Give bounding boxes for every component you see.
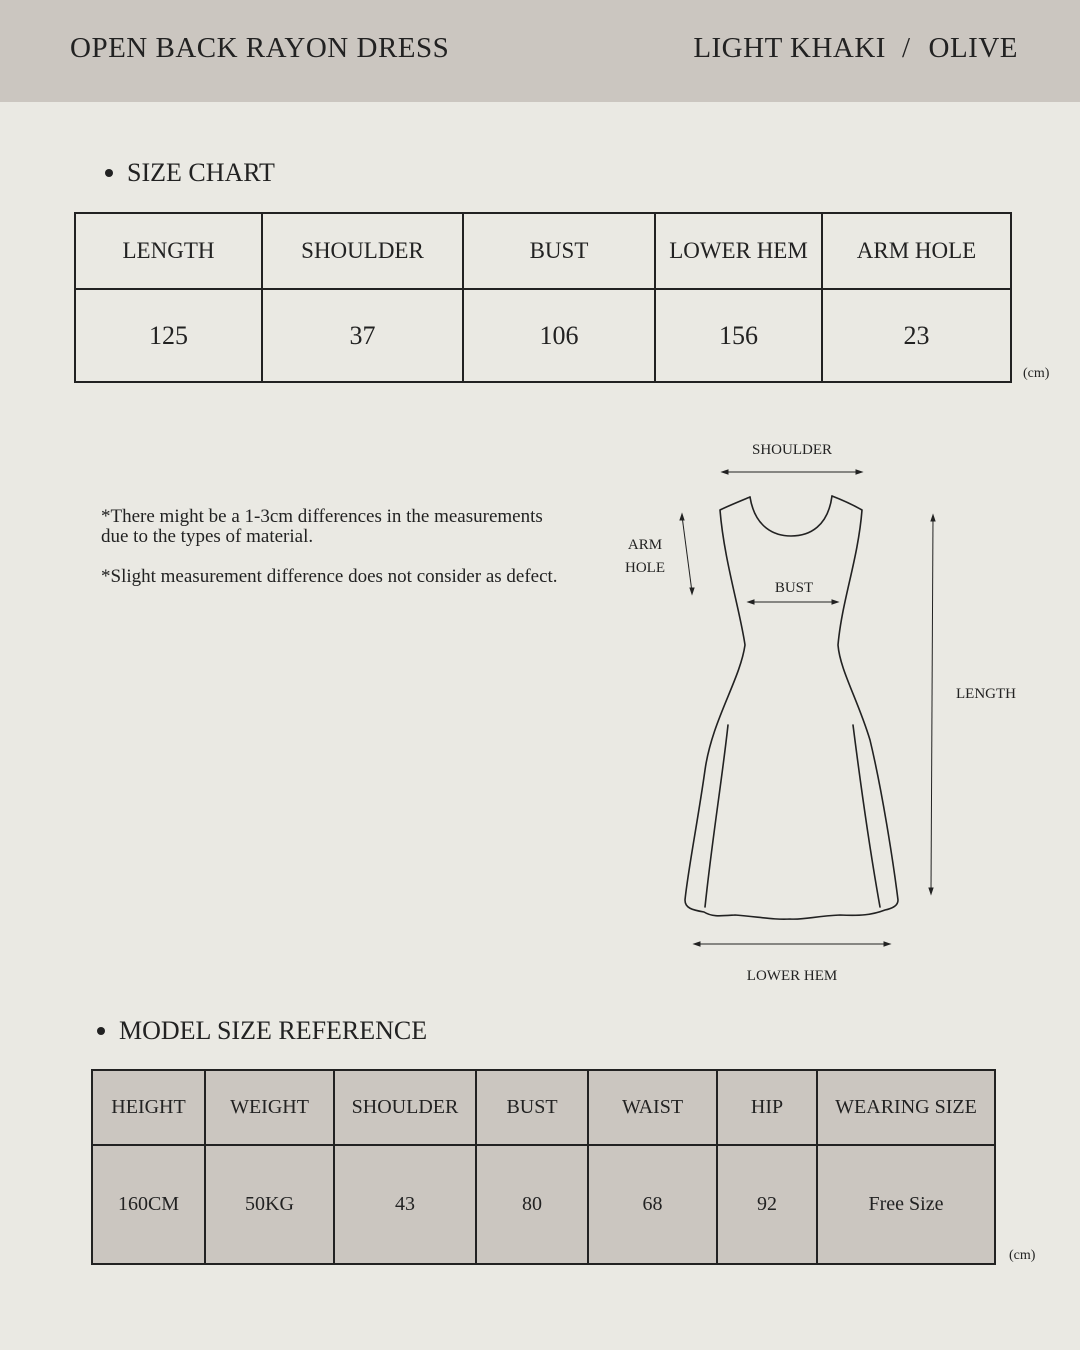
model-value-weight: 50KG: [205, 1145, 334, 1264]
size-col-length: LENGTH: [75, 213, 262, 289]
model-col-bust: BUST: [476, 1070, 588, 1145]
length-arrow: [931, 517, 933, 892]
measurement-notes: [101, 507, 571, 607]
bullet-icon: [105, 169, 113, 177]
size-value-length: 125: [75, 289, 262, 382]
dress-outline: [685, 496, 898, 919]
diagram-label-hole: HOLE: [625, 560, 665, 576]
size-chart-unit: (cm): [1023, 366, 1050, 381]
model-reference-heading: [97, 1016, 427, 1046]
model-size-table: [91, 1069, 996, 1265]
size-chart-heading: [105, 158, 275, 188]
model-col-wearing-size: WEARING SIZE: [817, 1070, 995, 1145]
model-table-header-row: [92, 1070, 995, 1145]
model-col-waist: WAIST: [588, 1070, 717, 1145]
color-option-light-khaki: LIGHT KHAKI: [693, 32, 886, 64]
size-col-lower-hem: LOWER HEM: [655, 213, 822, 289]
model-reference-heading-text: MODEL SIZE REFERENCE: [119, 1016, 428, 1045]
model-table-value-row: [92, 1145, 995, 1264]
diagram-label-length: LENGTH: [956, 686, 1016, 702]
size-value-arm-hole: 23: [822, 289, 1011, 382]
note-material-difference: *There might be a 1-3cm differences in the measurements due to the types of material.: [101, 506, 543, 547]
size-chart-header-row: [75, 213, 1011, 289]
model-col-hip: HIP: [717, 1070, 817, 1145]
model-value-shoulder: 43: [334, 1145, 476, 1264]
model-value-height: 160CM: [92, 1145, 205, 1264]
size-chart-value-row: [75, 289, 1011, 382]
size-col-arm-hole: ARM HOLE: [822, 213, 1011, 289]
dress-inner-seam-right: [853, 725, 880, 907]
model-value-waist: 68: [588, 1145, 717, 1264]
product-title: OPEN BACK RAYON DRESS: [70, 32, 450, 64]
model-value-hip: 92: [717, 1145, 817, 1264]
size-value-bust: 106: [463, 289, 655, 382]
size-value-shoulder: 37: [262, 289, 463, 382]
diagram-label-bust: BUST: [774, 580, 814, 596]
model-col-height: HEIGHT: [92, 1070, 205, 1145]
size-chart-table: [74, 212, 1012, 383]
size-col-bust: BUST: [463, 213, 655, 289]
bullet-icon: [97, 1027, 105, 1035]
diagram-label-lower-hem: LOWER HEM: [746, 968, 838, 984]
size-value-lower-hem: 156: [655, 289, 822, 382]
color-option-olive: OLIVE: [928, 32, 1018, 64]
diagram-label-arm-hole: [612, 534, 678, 580]
model-value-wearing-size: Free Size: [817, 1145, 995, 1264]
size-chart-heading-text: SIZE CHART: [127, 158, 275, 187]
model-value-bust: 80: [476, 1145, 588, 1264]
armhole-arrow: [682, 516, 692, 592]
size-col-shoulder: SHOULDER: [262, 213, 463, 289]
model-col-shoulder: SHOULDER: [334, 1070, 476, 1145]
model-table-unit: (cm): [1009, 1248, 1036, 1263]
dress-neckline: [750, 496, 832, 536]
color-options: [693, 32, 1018, 65]
header-band: [0, 0, 1080, 102]
dress-diagram: [600, 420, 1040, 1000]
diagram-label-arm: ARM: [627, 537, 663, 553]
model-col-weight: WEIGHT: [205, 1070, 334, 1145]
note-defect-disclaimer: *Slight measurement difference does not consider as defect.: [101, 566, 558, 587]
color-separator: /: [901, 32, 911, 64]
diagram-label-shoulder: SHOULDER: [751, 442, 832, 458]
